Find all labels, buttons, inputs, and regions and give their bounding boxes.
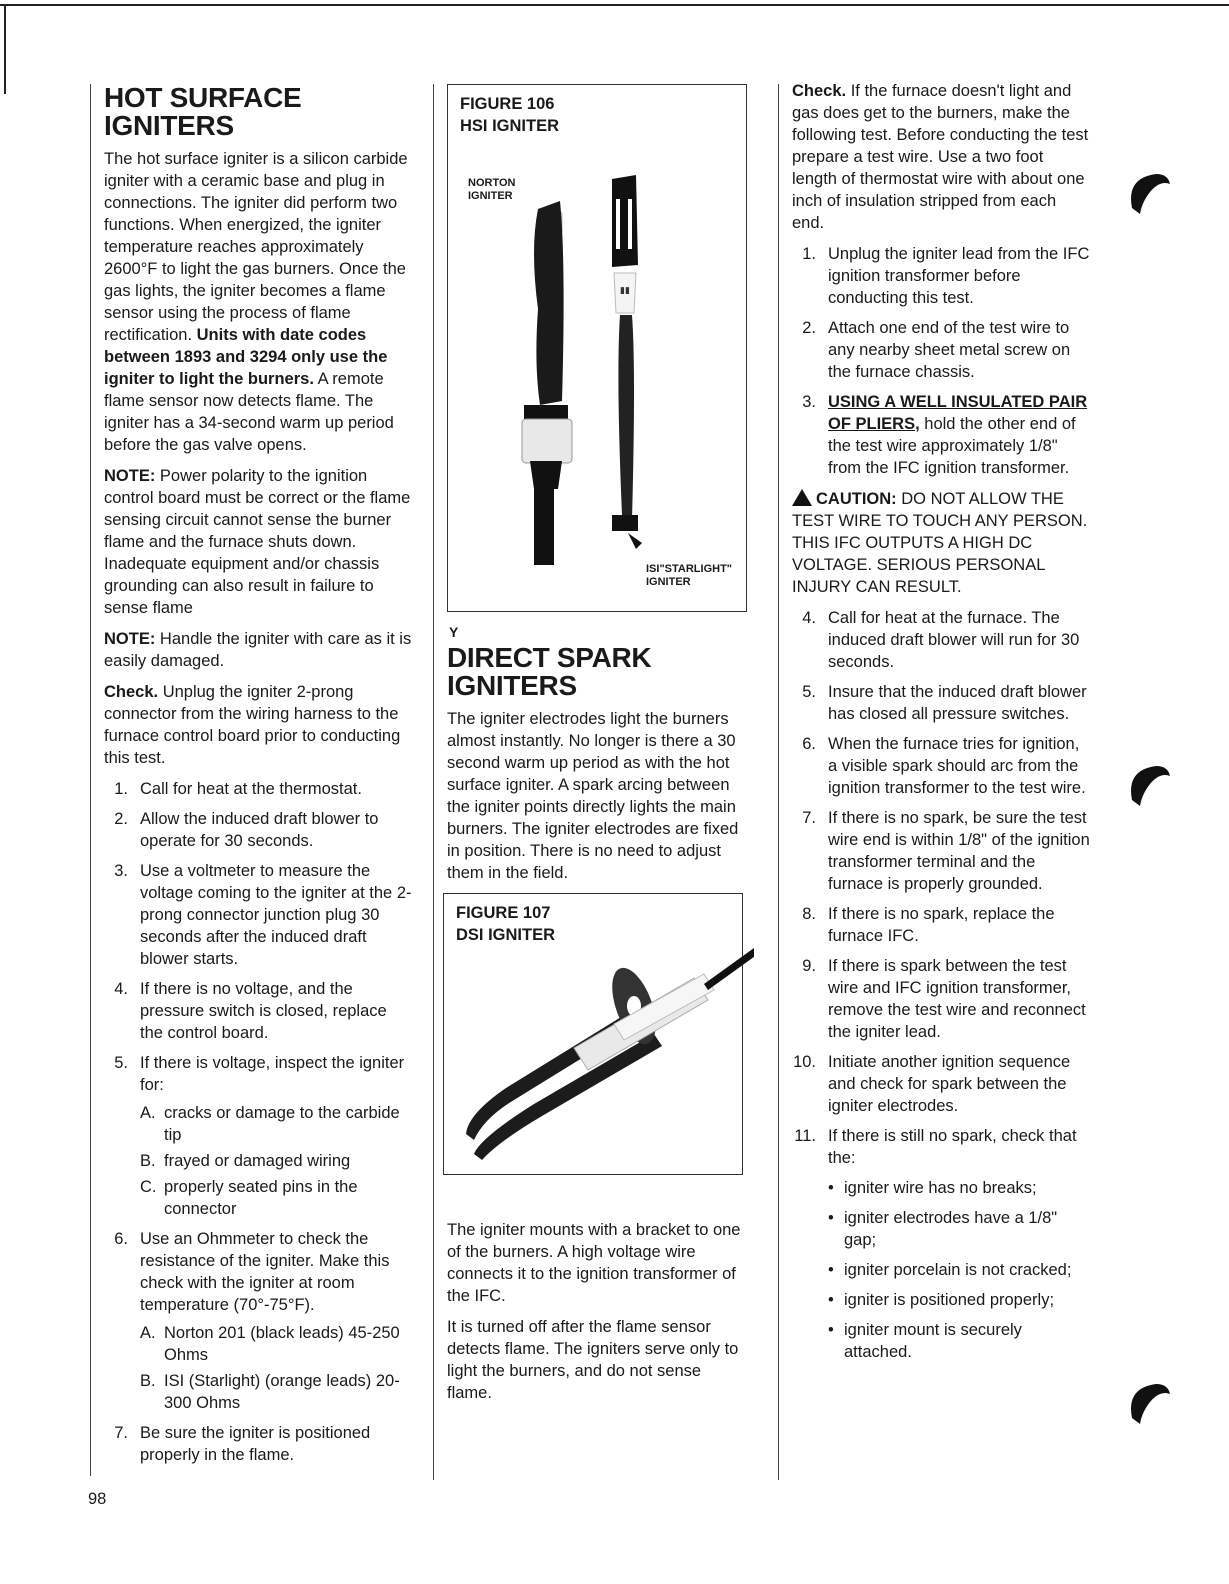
list-item bbox=[792, 1051, 1092, 1117]
step-text: If there is voltage, inspect the igniter for: bbox=[140, 1054, 405, 1094]
figure-number: FIGURE 106 bbox=[460, 95, 555, 113]
list-item bbox=[792, 733, 1092, 799]
column-hot-surface bbox=[104, 84, 414, 1474]
check-text: If the furnace doesn't light and gas does get to the burners, make the following test. Before conducting the test prepare a test wire. Use a two foot length of thermostat wire with about one inch of insulation stripped from each end. bbox=[792, 82, 1089, 232]
figure-caption: DSI IGNITER bbox=[456, 926, 556, 944]
heading-hot-surface-igniters: HOT SURFACE IGNITERS bbox=[104, 82, 302, 141]
sub-text: Norton 201 (black leads) 45-250 Ohms bbox=[164, 1324, 400, 1364]
bullet-icon: • bbox=[828, 1291, 834, 1309]
step-text: If there is no spark, be sure the test wire end is within 1/8" of the ignition transformer terminal and the furnace is properly grounded. bbox=[828, 809, 1090, 893]
sub-text: ISI (Starlight) (orange leads) 20-300 Ohms bbox=[164, 1372, 400, 1412]
page-top-border bbox=[0, 4, 1229, 6]
label-line: IGNITER bbox=[646, 576, 691, 588]
hsi-test-steps bbox=[104, 778, 414, 1466]
svg-text:▮▮: ▮▮ bbox=[620, 285, 630, 295]
dsi-turnoff-paragraph: It is turned off after the flame sensor detects flame. The igniters serve only to light the burners, and do not sense flame. bbox=[447, 1318, 739, 1402]
note-handle-care bbox=[104, 628, 414, 672]
binder-hole-mark-icon bbox=[1126, 168, 1172, 214]
label-line: ISI"STARLIGHT" bbox=[646, 563, 733, 575]
page-number: 98 bbox=[88, 1490, 107, 1508]
list-item bbox=[792, 1125, 1092, 1363]
list-item bbox=[140, 1176, 414, 1220]
list-item bbox=[140, 1370, 414, 1414]
column-rule-right bbox=[778, 84, 779, 1480]
figure-number: FIGURE 107 bbox=[456, 904, 551, 922]
list-item bbox=[792, 903, 1092, 947]
step-text: Call for heat at the thermostat. bbox=[140, 780, 362, 798]
caution-text: DO NOT ALLOW THE TEST WIRE TO TOUCH ANY PERSON. THIS IFC OUTPUTS A HIGH DC VOLTAGE. SERIOUS PERSONAL INJURY CAN RESULT. bbox=[792, 490, 1088, 596]
list-item bbox=[828, 1207, 1092, 1251]
step-number: 9. bbox=[802, 957, 816, 975]
page-left-border bbox=[4, 4, 6, 94]
step-text: Unplug the igniter lead from the IFC ignition transformer before conducting this test. bbox=[828, 245, 1090, 307]
list-item bbox=[792, 243, 1092, 309]
list-item bbox=[828, 1177, 1092, 1199]
dsi-intro-paragraph: The igniter electrodes light the burners almost instantly. No longer is there a 30 second warm up period as with the hot surface igniter. A spark arcing between the igniter points directly lights the main burners. The igniter electrodes are fixed in position. There is no need to adjust them in the field. bbox=[447, 710, 739, 882]
step-number: 4. bbox=[114, 980, 128, 998]
list-item bbox=[828, 1319, 1092, 1363]
step-number: 4. bbox=[802, 609, 816, 627]
step-text: Use an Ohmmeter to check the resistance of the igniter. Make this check with the igniter at room temperature (70°-75°F). bbox=[140, 1230, 390, 1314]
dsi-test-steps-a bbox=[792, 243, 1092, 479]
bullet-icon: • bbox=[828, 1261, 834, 1279]
stray-mark: Y bbox=[449, 624, 459, 640]
bullet-icon: • bbox=[828, 1321, 834, 1339]
note-text: Handle the igniter with care as it is easily damaged. bbox=[104, 630, 412, 670]
isi-starlight-label bbox=[646, 563, 732, 589]
check-label: Check. bbox=[104, 683, 159, 701]
sub-letter: B. bbox=[140, 1152, 156, 1170]
step-number: 8. bbox=[802, 905, 816, 923]
intro-tail-text: A remote flame sensor now detects flame. The igniter has a 34-second warm up period before the gas valve opens. bbox=[104, 370, 394, 454]
step-text: Initiate another ignition sequence and check for spark between the igniter electrodes. bbox=[828, 1053, 1071, 1115]
bullet-text: igniter mount is securely attached. bbox=[844, 1321, 1022, 1361]
isi-starlight-igniter-drawing bbox=[612, 175, 642, 549]
step-text: Attach one end of the test wire to any nearby sheet metal screw on the furnace chassis. bbox=[828, 319, 1071, 381]
bullet-text: igniter porcelain is not cracked; bbox=[844, 1261, 1072, 1279]
list-item bbox=[828, 1289, 1092, 1311]
note-label: NOTE: bbox=[104, 630, 156, 648]
sub-letter: B. bbox=[140, 1372, 156, 1390]
sub-text: cracks or damage to the carbide tip bbox=[164, 1104, 400, 1144]
list-item bbox=[792, 317, 1092, 383]
binder-hole-mark-icon bbox=[1126, 760, 1172, 806]
column-rule-left bbox=[90, 84, 91, 1476]
intro-paragraph bbox=[104, 148, 414, 456]
sub-text: properly seated pins in the connector bbox=[164, 1178, 358, 1218]
figure-caption: HSI IGNITER bbox=[460, 117, 560, 135]
label-line: IGNITER bbox=[468, 190, 513, 202]
step-text: Insure that the induced draft blower has closed all pressure switches. bbox=[828, 683, 1087, 723]
step-number: 3. bbox=[114, 862, 128, 880]
list-item bbox=[792, 681, 1092, 725]
list-item bbox=[140, 1150, 414, 1172]
list-item bbox=[104, 778, 414, 800]
step-text: hold the other end of the test wire approximately 1/8" from the IFC ignition transformer. bbox=[828, 415, 1076, 477]
resistance-sublist bbox=[140, 1322, 414, 1414]
bullet-text: igniter wire has no breaks; bbox=[844, 1179, 1037, 1197]
step-number: 6. bbox=[114, 1230, 128, 1248]
step-text: Call for heat at the furnace. The induced draft blower will run for 30 seconds. bbox=[828, 609, 1080, 671]
sub-text: frayed or damaged wiring bbox=[164, 1152, 351, 1170]
figure-106-title bbox=[460, 93, 559, 137]
figure-107-title bbox=[456, 902, 555, 946]
bullet-icon: • bbox=[828, 1209, 834, 1227]
caution-notice bbox=[792, 487, 1092, 598]
step-number: 11. bbox=[794, 1127, 816, 1145]
binder-hole-mark-icon bbox=[1126, 1378, 1172, 1424]
spark-check-bullets bbox=[828, 1177, 1092, 1363]
list-item bbox=[792, 607, 1092, 673]
dsi-test-steps-b bbox=[792, 607, 1092, 1363]
bullet-icon: • bbox=[828, 1179, 834, 1197]
figure-106-hsi-igniter bbox=[447, 84, 747, 612]
step-number: 2. bbox=[114, 810, 128, 828]
figure-107-dsi-igniter bbox=[443, 893, 743, 1175]
step-number: 7. bbox=[802, 809, 816, 827]
sub-letter: C. bbox=[140, 1178, 157, 1196]
list-item bbox=[140, 1322, 414, 1366]
warning-triangle-icon bbox=[792, 489, 812, 506]
sub-letter: A. bbox=[140, 1324, 156, 1342]
step-number: 1. bbox=[114, 780, 128, 798]
step-text: Use a voltmeter to measure the voltage coming to the igniter at the 2-prong connector junction plug 30 seconds after the induced draft blower starts. bbox=[140, 862, 412, 968]
check-text: Unplug the igniter 2-prong connector from the wiring harness to the furnace control board prior to conducting this test. bbox=[104, 683, 401, 767]
step-number: 10. bbox=[793, 1053, 816, 1071]
step-text: If there is no voltage, and the pressure switch is closed, replace the control board. bbox=[140, 980, 387, 1042]
note-polarity bbox=[104, 465, 414, 619]
list-item bbox=[140, 1102, 414, 1146]
step-number: 7. bbox=[114, 1424, 128, 1442]
hsi-igniter-illustration bbox=[508, 169, 698, 569]
column-direct-spark bbox=[447, 84, 747, 1413]
sub-letter: A. bbox=[140, 1104, 156, 1122]
step-text: If there is still no spark, check that the: bbox=[828, 1127, 1077, 1167]
list-item bbox=[792, 391, 1092, 479]
label-line: NORTON bbox=[468, 177, 516, 189]
heading-direct-spark-igniters: DIRECT SPARK IGNITERS bbox=[447, 642, 652, 701]
dsi-check-paragraph bbox=[792, 80, 1092, 234]
norton-igniter-drawing bbox=[522, 201, 572, 565]
list-item bbox=[104, 1228, 414, 1414]
list-item bbox=[104, 860, 414, 970]
dsi-mount-paragraph: The igniter mounts with a bracket to one of the burners. A high voltage wire connects it to the ignition transformer of the IFC. bbox=[447, 1221, 741, 1305]
step-number: 2. bbox=[802, 319, 816, 337]
step-number: 3. bbox=[802, 393, 816, 411]
list-item bbox=[104, 1422, 414, 1466]
caution-label: CAUTION: bbox=[816, 490, 897, 508]
note-label: NOTE: bbox=[104, 467, 156, 485]
bullet-text: igniter electrodes have a 1/8" gap; bbox=[844, 1209, 1058, 1249]
column-rule-middle bbox=[433, 84, 434, 1480]
bullet-text: igniter is positioned properly; bbox=[844, 1291, 1055, 1309]
step-number: 5. bbox=[114, 1054, 128, 1072]
step-text: If there is no spark, replace the furnace IFC. bbox=[828, 905, 1055, 945]
step-underlined-text: USING A WELL INSULATED PAIR OF PLIERS, bbox=[828, 393, 1088, 433]
dsi-igniter-illustration bbox=[454, 944, 754, 1164]
list-item bbox=[104, 1052, 414, 1220]
step-text: Allow the induced draft blower to operate for 30 seconds. bbox=[140, 810, 379, 850]
list-item bbox=[792, 955, 1092, 1043]
intro-bold-text: Units with date codes between 1893 and 3294 only use the igniter to light the burners. bbox=[104, 326, 388, 388]
step-number: 1. bbox=[802, 245, 816, 263]
step-text: If there is spark between the test wire and IFC ignition transformer, remove the test wire and reconnect the igniter lead. bbox=[828, 957, 1086, 1041]
note-text: Power polarity to the ignition control board must be correct or the flame sensing circuit cannot sense the burner flame and the furnace shuts down. Inadequate equipment and/or chassis grounding can also result in failure to sense flame bbox=[104, 467, 411, 617]
list-item bbox=[828, 1259, 1092, 1281]
inspection-sublist bbox=[140, 1102, 414, 1220]
check-label: Check. bbox=[792, 82, 847, 100]
intro-text: The hot surface igniter is a silicon carbide igniter with a ceramic base and plug in connections. The igniter did perform two functions. When energized, the igniter temperature reaches approximately 2600°F to light the gas burners. Once the gas lights, the igniter becomes a flame sensor using the process of flame rectification. bbox=[104, 150, 408, 344]
column-dsi-check bbox=[792, 80, 1092, 1371]
step-number: 6. bbox=[802, 735, 816, 753]
list-item bbox=[104, 978, 414, 1044]
list-item bbox=[104, 808, 414, 852]
check-paragraph bbox=[104, 681, 414, 769]
list-item bbox=[792, 807, 1092, 895]
step-text: Be sure the igniter is positioned properly in the flame. bbox=[140, 1424, 371, 1464]
step-text: When the furnace tries for ignition, a visible spark should arc from the ignition transformer to the test wire. bbox=[828, 735, 1086, 797]
step-number: 5. bbox=[802, 683, 816, 701]
